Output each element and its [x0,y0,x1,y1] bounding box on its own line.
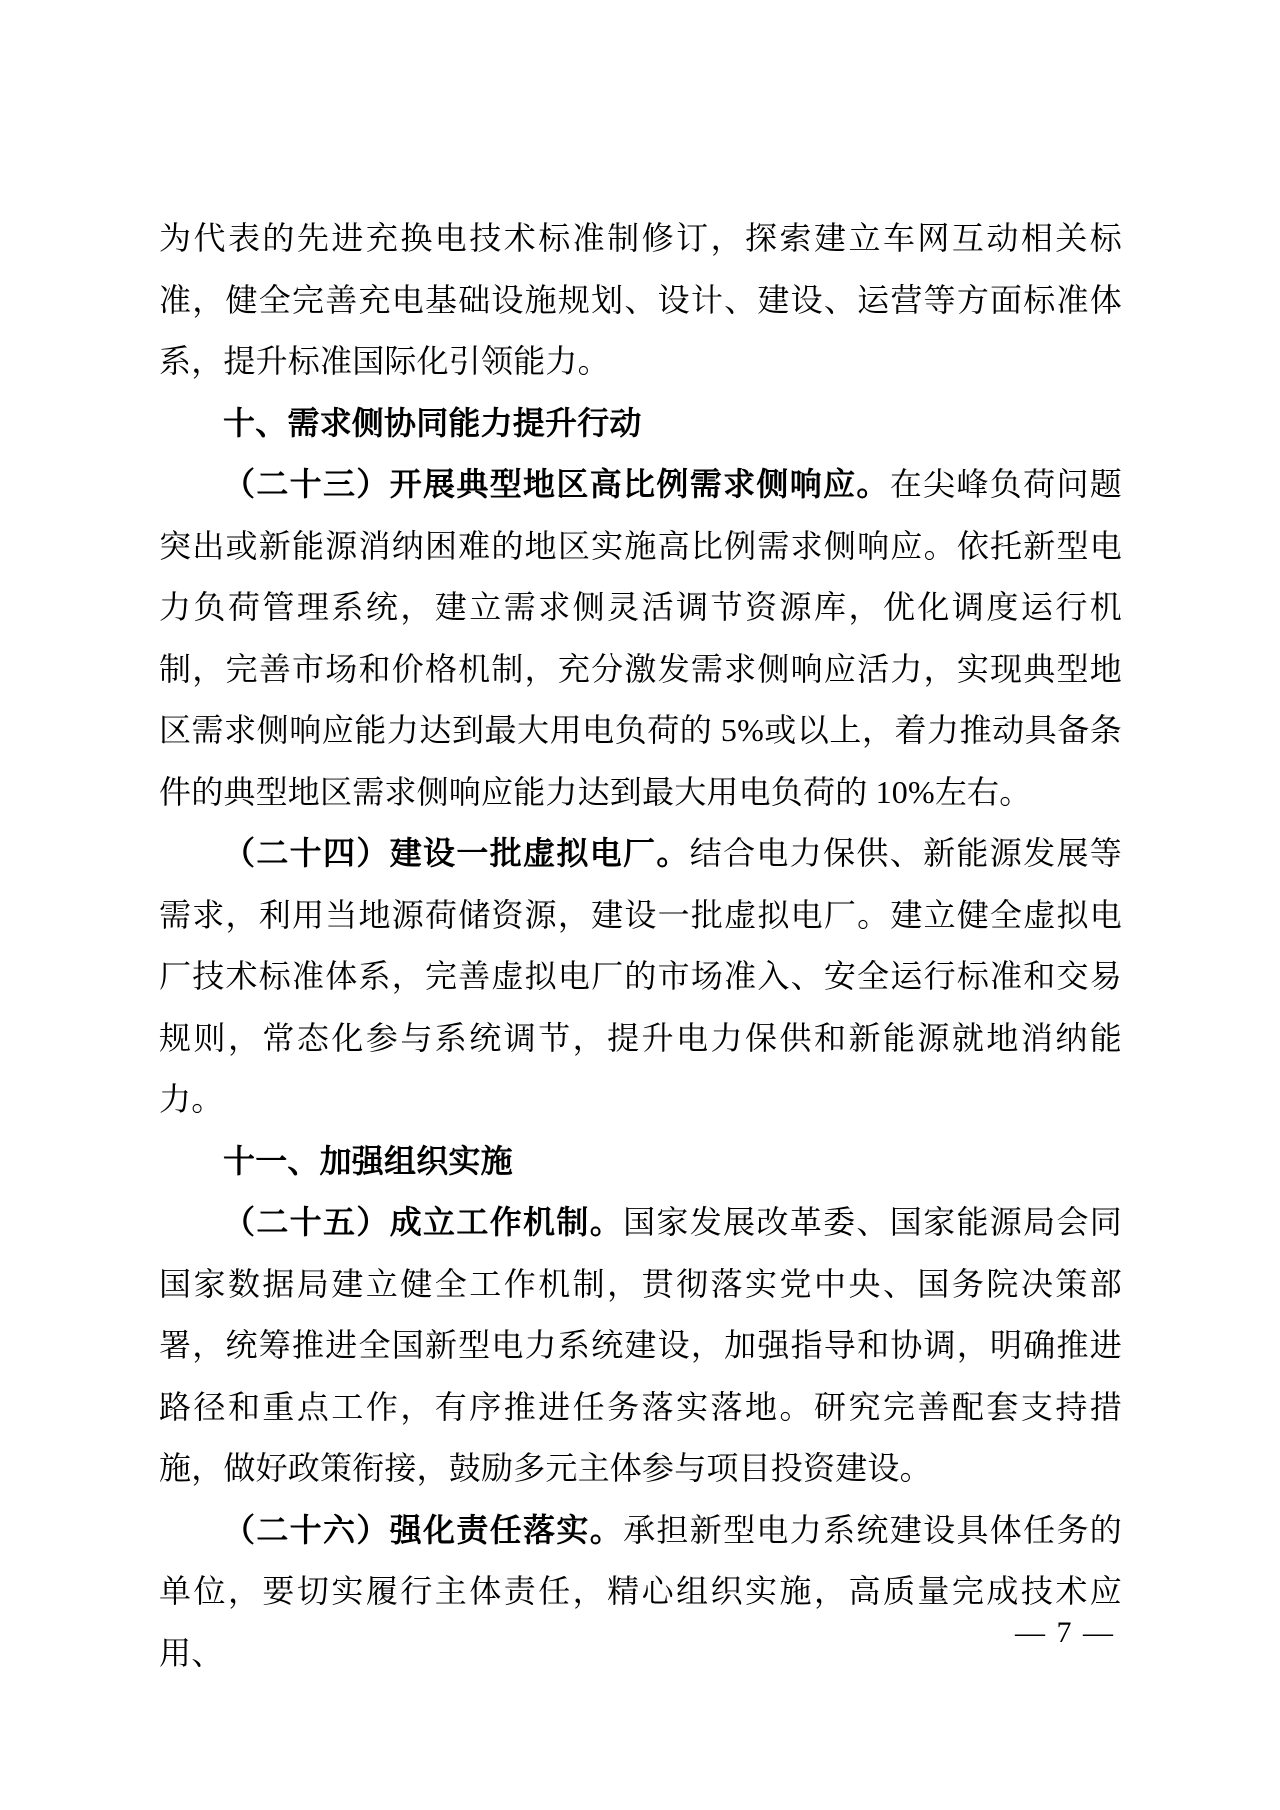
paragraph-item-25 [159,1192,1122,1500]
paragraph-item-24 [159,823,1122,1131]
section-heading-eleven: 十一、加强组织实施 [223,1142,513,1179]
document-text-block [159,208,1122,1684]
paragraph-item-25-body: 国家发展改革委、国家能源局会同国家数据局建立健全工作机制，贯彻落实党中央、国务院决策部署，统筹推进全国新型电力系统建设，加强指导和协调，明确推进路径和重点工作，有序推进任务落实落地。研究完善配套支持措施，做好政策衔接，鼓励多元主体参与项目投资建设。 [159,1204,1122,1486]
paragraph-item-25-lead: （二十五）成立工作机制。 [223,1204,624,1240]
page-number: — 7 — [1015,1616,1115,1649]
paragraph-item-26-lead: （二十六）强化责任落实。 [223,1511,624,1548]
section-heading-ten: 十、需求侧协同能力提升行动 [223,404,642,441]
paragraph-item-24-lead: （二十四）建设一批虚拟电厂。 [223,835,690,871]
continuation-paragraph: 为代表的先进充换电技术标准制修订，探索建立车网互动相关标准，健全完善充电基础设施规划、设计、建设、运营等方面标准体系，提升标准国际化引领能力。 [159,220,1122,379]
paragraph-item-23-lead: （二十三）开展典型地区高比例需求侧响应。 [223,466,890,502]
paragraph-item-24-body: 结合电力保供、新能源发展等需求，利用当地源荷储资源，建设一批虚拟电厂。建立健全虚拟电厂技术标准体系，完善虚拟电厂的市场准入、安全运行标准和交易规则，常态化参与系统调节，提升电力保供和新能源就地消纳能力。 [159,835,1122,1117]
paragraph-item-26-body: 承担新型电力系统建设具体任务的单位，要切实履行主体责任，精心组织实施，高质量完成技术应用、 [159,1511,1122,1671]
paragraph-item-23-body: 在尖峰负荷问题突出或新能源消纳困难的地区实施高比例需求侧响应。依托新型电力负荷管理系统，建立需求侧灵活调节资源库，优化调度运行机制，完善市场和价格机制，充分激发需求侧响应活力，实现典型地区需求侧响应能力达到最大用电负荷的 5%或以上，着力推动具备条件的典型地区需求侧响应能力达到最大用电负荷的 10%左右。 [159,466,1122,810]
paragraph-item-23 [159,454,1122,823]
paragraph-item-26 [159,1500,1122,1685]
